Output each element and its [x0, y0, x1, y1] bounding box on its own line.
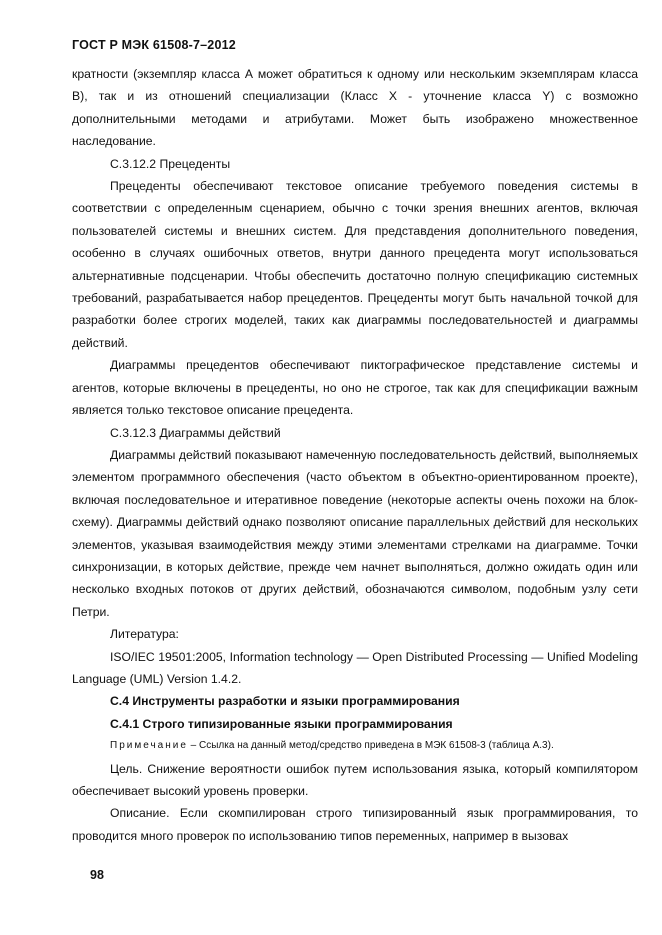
paragraph-use-cases: Прецеденты обеспечивают текстовое описание требуемого поведения системы в соответствии с определенным сценарием, обычно с точки зрения внешних агентов, включая пользователей системы и внешних систем. Для представдения дополнительного поведения, особенно в случаях ошибочных ответов, внутри данного прецедента могут использоваться альтернативные подсценарии. Чтобы обеспечить достаточно полную спецификацию системных требований, разрабатывается набор прецедентов. Прецеденты могут быть начальной точкой для разработки более строгих моделей, таких как диаграммы последовательностей и диаграммы действий.	[72, 179, 638, 350]
paragraph-description: Описание. Если скомпилирован строго типизированный язык программирования, то проводится много проверок по использованию типов переменных, например в вызовах	[72, 806, 638, 843]
note-text: – Ссылка на данный метод/средство приведена в МЭК 61508-3 (таблица А.3).	[187, 740, 554, 752]
note	[72, 735, 638, 757]
literature-reference: ISO/IEC 19501:2005, Information technology — Open Distributed Processing — Unified Modeling Language (UML) Version 1.4.2.	[72, 649, 638, 686]
paragraph-activity-diagrams: Диаграммы действий показывают намеченную последовательность действий, выполняемых элементом программного обеспечения (часто объектом в объектно-ориентированном проекте), включая последовательное и итеративное поведение (некоторые аспекты очень похожи на блок-схему). Диаграммы действий однако позволяют описание параллельных действий для нескольких элементов, указывая взаимодействия между этими элементами стрелками на диаграмме. Точки синхронизации, в которых действие, прежде чем начнет выполняться, должно ожидать один или несколько входных потоков от других действий, обозначаются символом, подобным узлу сети Петри.	[72, 447, 638, 619]
page-number: 98	[90, 868, 104, 882]
literature-label: Литература:	[110, 627, 179, 642]
paragraph-goal: Цель. Снижение вероятности ошибок путем использования языка, который компилятором обеспечивает высокий уровень проверки.	[72, 761, 638, 798]
note-label: Примечание	[110, 740, 188, 752]
subsection-heading: С.4.1 Строго типизированные языки программирования	[110, 716, 453, 731]
document-body	[72, 63, 638, 847]
subsection-heading-use-cases: С.3.12.2 Прецеденты	[110, 156, 231, 171]
section-heading: С.4 Инструменты разработки и языки программирования	[110, 694, 460, 709]
paragraph-continuation: кратности (экземпляр класса А может обратиться к одному или нескольким экземплярам класса В), так и из отношений специализации (Класс Х - уточнение класса Y) с возможно дополнительными методами и атрибутами. Может быть изображено множественное наследование.	[72, 67, 638, 149]
paragraph-use-case-diagrams: Диаграммы прецедентов обеспечивают пиктографическое представление системы и агентов, которые включены в прецеденты, но оно не строгое, так как для спецификации важным является только текстовое описание прецедента.	[72, 358, 638, 418]
document-header: ГОСТ Р МЭК 61508-7–2012	[72, 38, 236, 52]
subsection-heading-activity-diagrams: С.3.12.3 Диаграммы действий	[110, 425, 281, 440]
